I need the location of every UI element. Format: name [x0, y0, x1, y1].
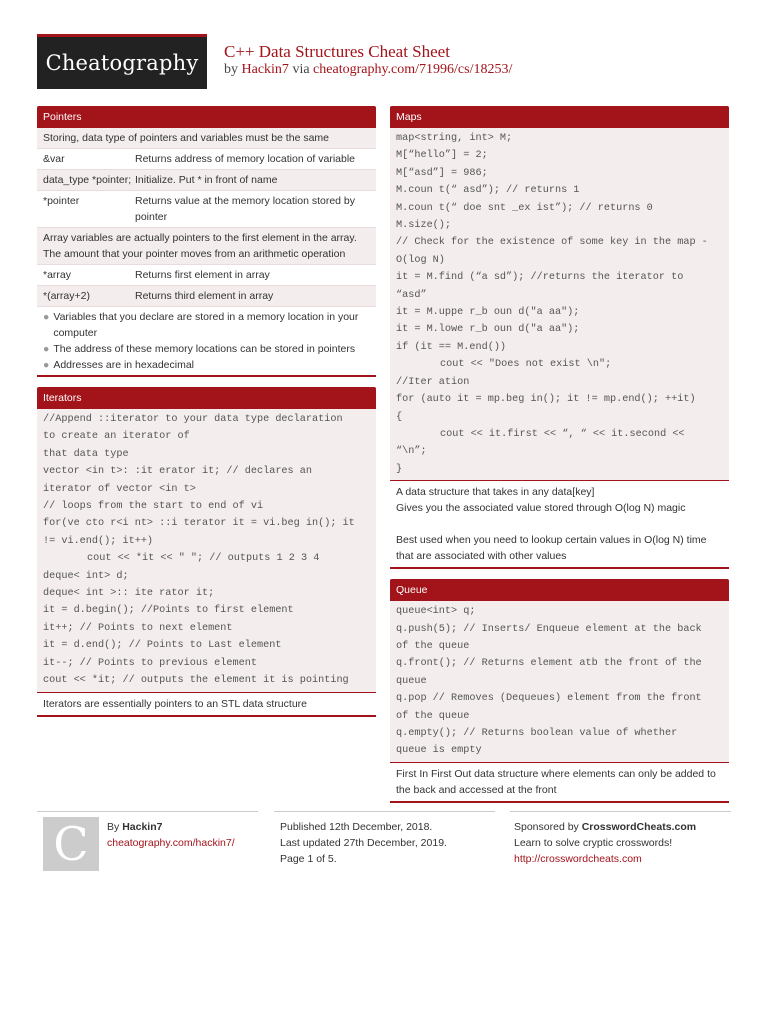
footer-author-name[interactable]: Hackin7 [122, 821, 163, 833]
author-avatar[interactable] [43, 817, 99, 871]
code-line: // Check for the existence of some key in the map - [396, 237, 708, 249]
bullet-icon: ● [43, 343, 50, 355]
footer-divider [37, 811, 258, 812]
code-line: queue [396, 675, 427, 687]
byline [224, 62, 512, 78]
code-line: cout << "Does not exist \n"; [440, 359, 612, 371]
row-value: Initialize. Put * in front of name [135, 174, 278, 186]
list-item [43, 357, 370, 373]
code-line: deque< int> d; [43, 570, 129, 582]
sponsor-link[interactable]: http://crosswordcheats.com [514, 853, 642, 865]
code-line: M[“asd”] = 986; [396, 167, 488, 179]
code-line: of the queue [396, 640, 470, 652]
code-line: of the queue [396, 710, 470, 722]
footer-by: By [107, 821, 120, 833]
code-line: map<string, int> M; [396, 133, 513, 144]
footer-sponsor [514, 819, 696, 867]
note-line: Gives you the associated value stored through O(log N) magic [396, 502, 686, 515]
sheet-url-link[interactable]: cheatography.com/71996/cs/18253/ [313, 62, 513, 77]
code-line: it = d.begin(); //Points to first element [43, 605, 294, 617]
byline-via: via [292, 62, 310, 77]
maps-section [390, 106, 729, 569]
section-title: Queue [390, 579, 729, 601]
author-link[interactable]: Hackin7 [241, 62, 289, 77]
byline-by: by [224, 62, 238, 77]
sponsored-label: Sponsored by [514, 821, 579, 833]
queue-note: First In First Out data structure where elements can only be added to the back and accessed at the front [390, 763, 729, 803]
code-line: that data type [43, 448, 129, 460]
bullet-icon: ● [43, 359, 50, 371]
avatar-letter: C [53, 817, 89, 871]
code-line: q.push(5); // Inserts/ Enqueue element at the back [396, 623, 702, 635]
page-number: Page 1 of 5. [280, 853, 337, 865]
code-line: M[“hello”] = 2; [396, 150, 488, 162]
code-line: to create an iterator of [43, 431, 190, 443]
code-line: for(ve cto r<i nt> ::i terator it = vi.beg in(); it [43, 518, 355, 530]
code-line: queue<int> q; [396, 606, 476, 618]
section-title: Iterators [37, 387, 376, 409]
pointers-intro: Storing, data type of pointers and variables must be the same [37, 128, 376, 149]
row-key: &var [43, 153, 65, 165]
row-value: Returns third element in array [135, 290, 274, 302]
code-line: it = M.lowe r_b oun d("a aa"); [396, 324, 580, 336]
bullet-text: Variables that you declare are stored in a memory location in your computer [53, 311, 359, 339]
code-line: M.size(); [396, 220, 452, 232]
section-title: Maps [390, 106, 729, 128]
left-column [37, 106, 376, 723]
array-note: Array variables are actually pointers to the first element in the array. The amount that your pointer moves from an arithmetic operation [37, 228, 376, 265]
row-value: Returns first element in array [135, 269, 270, 281]
row-key: *pointer [43, 195, 80, 207]
code-line: vector <in t>: :it erator it; // declares an [43, 466, 312, 478]
table-row [37, 286, 376, 307]
row-value: Returns address of memory location of variable [135, 153, 356, 165]
code-line: } [396, 463, 403, 475]
iterators-section [37, 387, 376, 717]
code-line: // loops from the start to end of vi [43, 501, 264, 513]
logo-text: Cheatography [45, 51, 199, 75]
code-line: != vi.end(); it++) [43, 535, 154, 547]
code-line: deque< int >:: ite rator it; [43, 588, 215, 600]
code-line: q.empty(); // Returns boolean value of whether [396, 727, 678, 739]
page-title: C++ Data Structures Cheat Sheet [224, 42, 450, 61]
note-line: A data structure that takes in any data[key] [396, 486, 595, 499]
row-key: *(array+2) [43, 290, 90, 302]
code-line: “asd” [396, 289, 427, 301]
code-block [390, 128, 729, 481]
footer-dates [280, 819, 447, 867]
table-row [37, 191, 376, 228]
list-item [43, 341, 370, 357]
maps-note [390, 481, 729, 569]
table-row [37, 149, 376, 170]
code-line: q.pop // Removes (Dequeues) element from the front [396, 693, 702, 705]
pointers-section [37, 106, 376, 377]
bullet-text: The address of these memory locations can be stored in pointers [53, 343, 356, 355]
code-block [37, 409, 376, 693]
right-column [390, 106, 729, 809]
list-item [43, 309, 370, 341]
code-line: if (it == M.end()) [396, 341, 507, 353]
queue-section [390, 579, 729, 803]
row-value: Returns value at the memory location stored by pointer [135, 195, 356, 223]
updated-date: Last updated 27th December, 2019. [280, 837, 447, 849]
code-line: iterator of vector <in t> [43, 483, 196, 495]
code-line: it = M.find (“a sd”); //returns the iterator to [396, 272, 684, 284]
code-block [390, 601, 729, 763]
table-row [37, 265, 376, 286]
sponsor-tagline: Learn to solve cryptic crosswords! [514, 837, 673, 849]
footer-author [107, 819, 235, 851]
code-line: cout << *it << " "; // outputs 1 2 3 4 [87, 553, 320, 565]
row-key: *array [43, 269, 72, 281]
footer-divider [510, 811, 731, 812]
code-line: O(log N) [396, 254, 445, 266]
code-line: //Iter ation [396, 376, 470, 388]
code-line: { [396, 411, 403, 423]
bullet-icon: ● [43, 311, 50, 323]
code-line: //Append ::iterator to your data type declaration [43, 414, 343, 425]
code-line: M.coun t(“ doe snt _ex ist”); // returns 0 [396, 202, 653, 214]
code-line: q.front(); // Returns element atb the front of the [396, 658, 702, 670]
code-line: for (auto it = mp.beg in(); it != mp.end(); ++it) [396, 394, 696, 406]
code-line: it--; // Points to previous element [43, 657, 257, 669]
table-row [37, 170, 376, 191]
code-line: cout << *it; // outputs the element it is pointing [43, 675, 349, 687]
code-line: queue is empty [396, 745, 482, 757]
code-line: “\n”; [396, 446, 427, 458]
code-line: cout << it.first << “, “ << it.second << [440, 428, 685, 440]
section-title: Pointers [37, 106, 376, 128]
code-line: it = d.end(); // Points to Last element [43, 640, 282, 652]
row-key: data_type *pointer; [43, 174, 132, 186]
sponsor-name[interactable]: CrosswordCheats.com [581, 821, 697, 833]
code-line: it = M.uppe r_b oun d("a aa"); [396, 307, 580, 319]
code-line: it++; // Points to next element [43, 622, 233, 634]
iterators-note: Iterators are essentially pointers to an STL data structure [37, 693, 376, 717]
bullet-text: Addresses are in hexadecimal [53, 359, 195, 371]
footer-author-link[interactable]: cheatography.com/hackin7/ [107, 837, 235, 849]
note-line: Best used when you need to lookup certain values in O(log N) time that are associated with other values [396, 534, 707, 563]
bullet-list [37, 307, 376, 375]
published-date: Published 12th December, 2018. [280, 821, 433, 833]
footer-divider [274, 811, 495, 812]
code-line: M.coun t(“ asd”); // returns 1 [396, 185, 580, 197]
cheatography-logo[interactable] [37, 34, 207, 89]
